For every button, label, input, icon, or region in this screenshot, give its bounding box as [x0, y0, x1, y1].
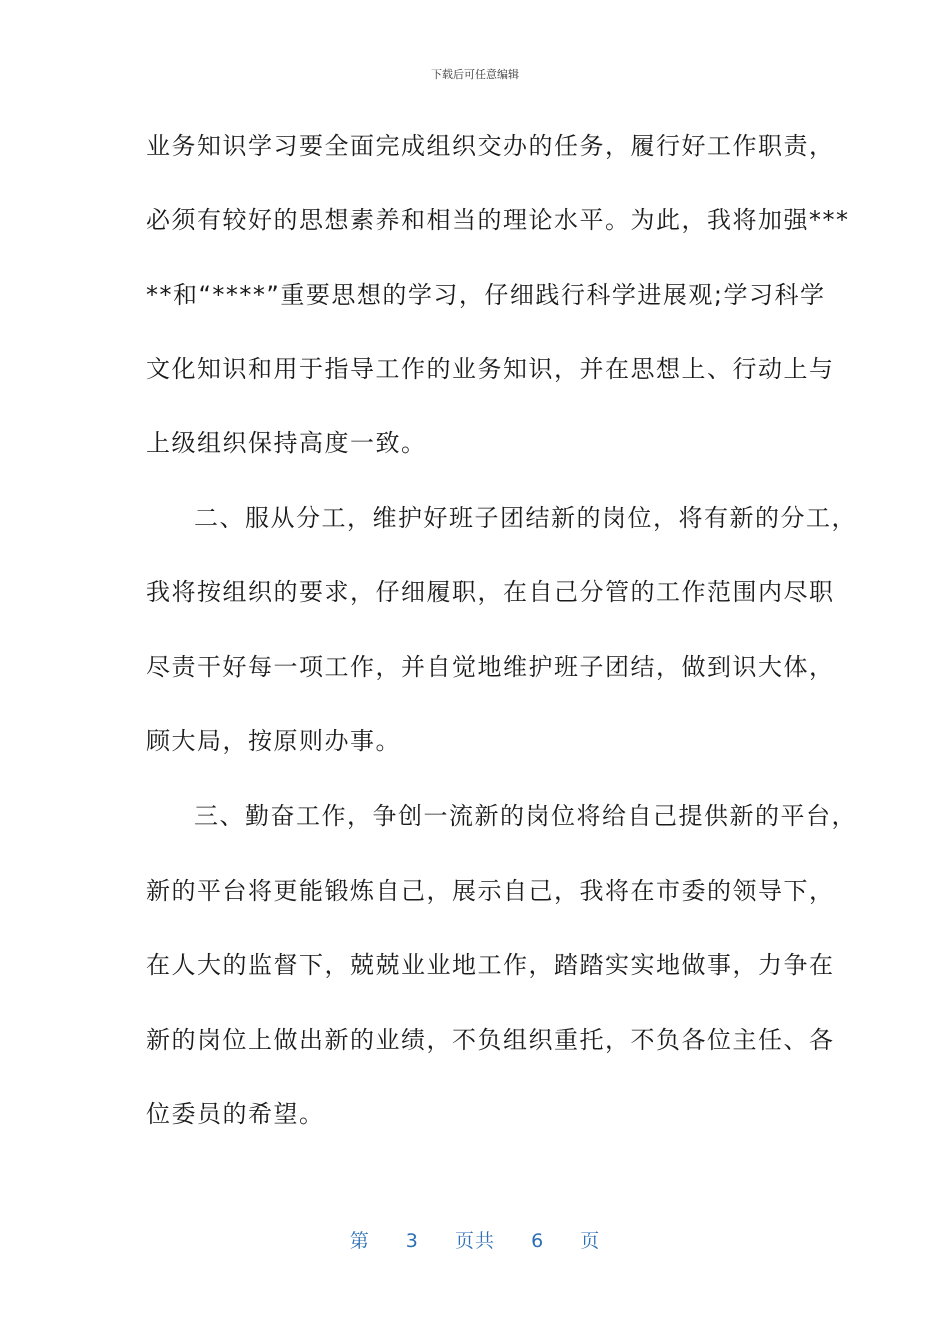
- page-middle: 页共: [454, 1230, 495, 1252]
- text-line: 尽责干好每一项工作，并自觉地维护班子团结，做到识大体，: [146, 653, 835, 681]
- text-line: 新的平台将更能锻炼自己，展示自己，我将在市委的领导下，: [146, 877, 835, 905]
- text-line: 必须有较好的思想素养和相当的理论水平。为此，我将加强***: [146, 206, 850, 234]
- text-line: **和“****”重要思想的学习，仔细践行科学进展观;学习科学: [146, 281, 826, 309]
- text-line: 上级组织保持高度一致。: [146, 429, 427, 457]
- text-line: 三、勤奋工作，争创一流新的岗位将给自己提供新的平台，: [194, 802, 857, 830]
- current-page: 3: [405, 1230, 419, 1252]
- page-prefix: 第: [349, 1230, 370, 1252]
- text-line: 业务知识学习要全面完成组织交办的任务，履行好工作职责，: [146, 132, 835, 160]
- page-suffix: 页: [580, 1230, 601, 1252]
- text-line: 我将按组织的要求，仔细履职，在自己分管的工作范围内尽职: [146, 578, 835, 606]
- text-line: 新的岗位上做出新的业绩，不负组织重托，不负各位主任、各: [146, 1026, 835, 1054]
- text-line: 在人大的监督下，兢兢业业地工作，踏踏实实地做事，力争在: [146, 951, 835, 979]
- text-line: 顾大局，按原则办事。: [146, 727, 401, 755]
- text-line: 二、服从分工，维护好班子团结新的岗位，将有新的分工，: [194, 504, 857, 532]
- text-line: 位委员的希望。: [146, 1100, 325, 1128]
- text-line: 文化知识和用于指导工作的业务知识，并在思想上、行动上与: [146, 355, 835, 383]
- header-note: 下载后可任意编辑: [431, 68, 519, 81]
- page-number-footer: [0, 1226, 950, 1253]
- total-pages: 6: [531, 1230, 545, 1252]
